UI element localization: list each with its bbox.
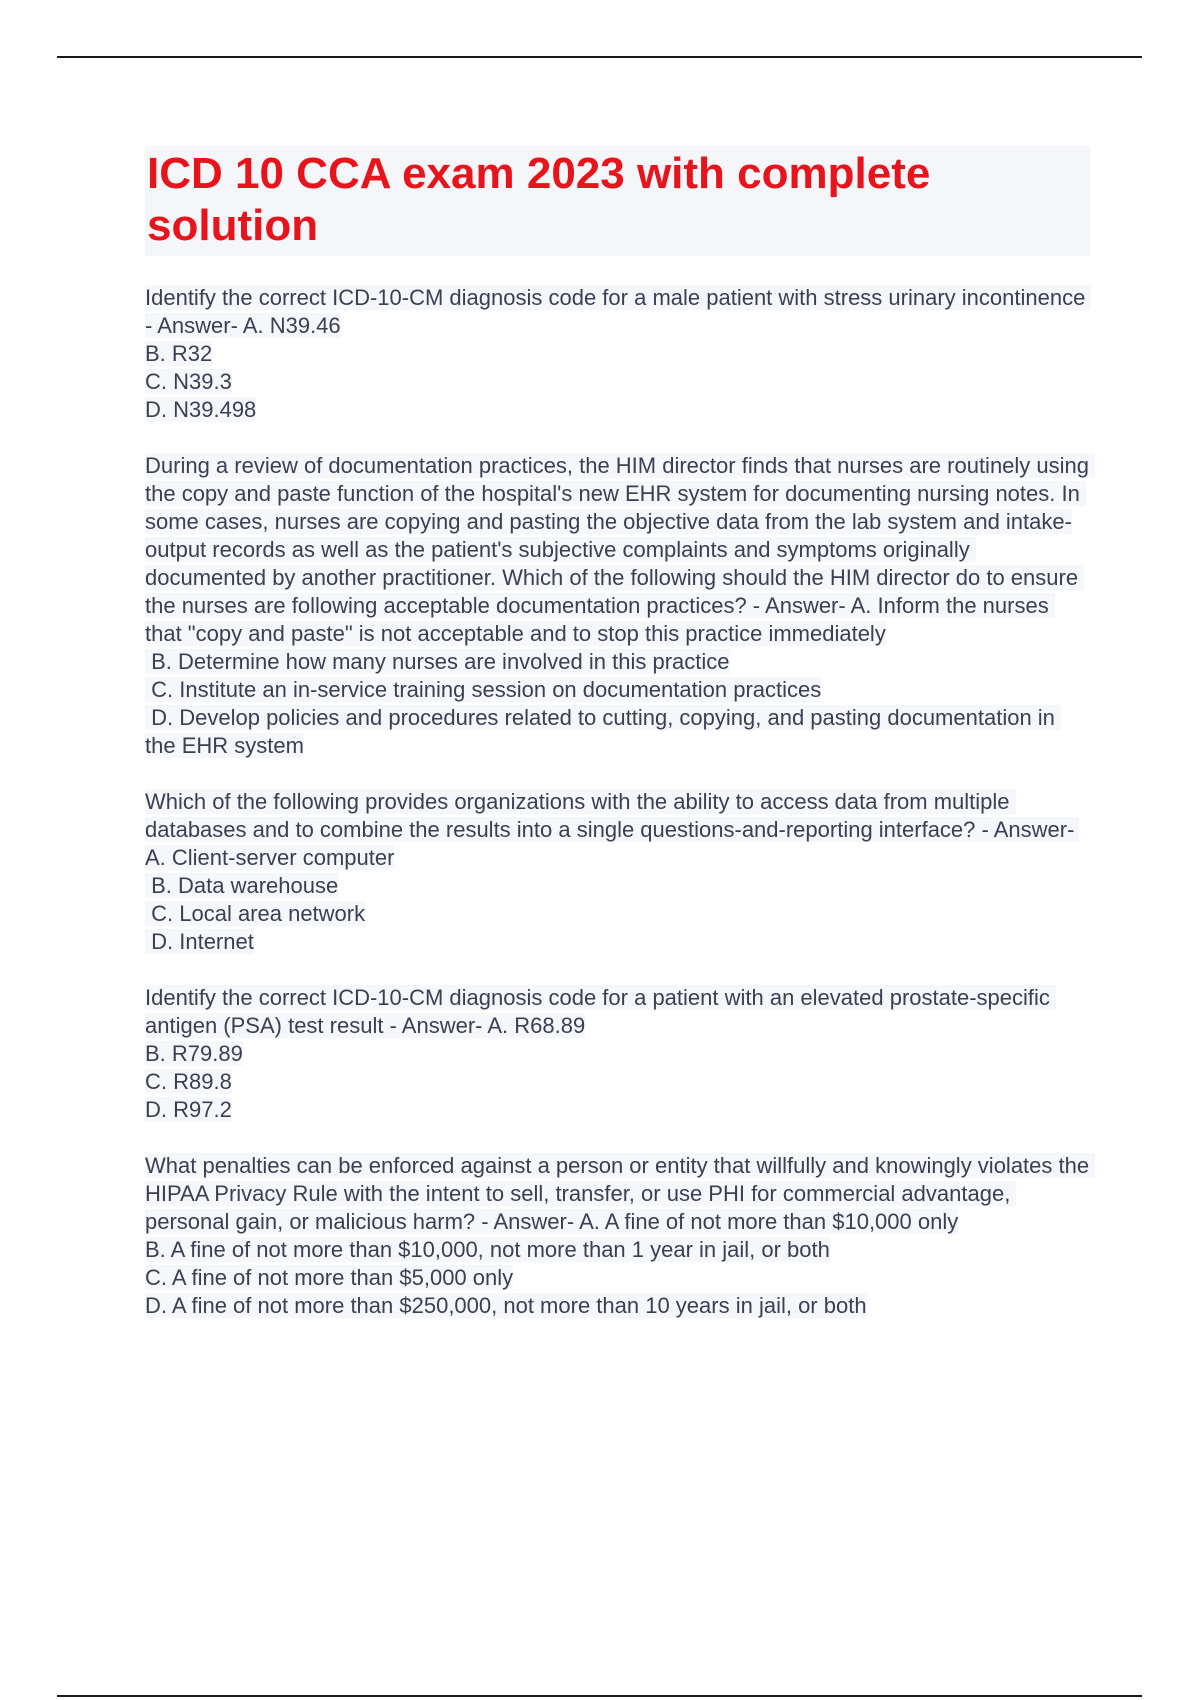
- answer-option: [145, 368, 1090, 396]
- question-block-3: [145, 788, 1090, 956]
- answer-option-text: D. N39.498: [145, 397, 257, 422]
- top-rule: [57, 56, 1142, 58]
- answer-option: [145, 396, 1090, 424]
- answer-option: [145, 900, 1090, 928]
- question-text: During a review of documentation practices, the HIM director finds that nurses are routinely using the copy and paste function of the hospital's new EHR system for documenting nursing notes. In some cases, nurses are copying and pasting the objective data from the lab system and intake-output records as well as the patient's subjective complaints and symptoms originally documented by another practitioner. Which of the following should the HIM director do to ensure the nurses are following acceptable documentation practices? - Answer- A. Inform the nurses that "copy and paste" is not acceptable and to stop this practice immediately: [145, 453, 1096, 646]
- answer-option: [145, 704, 1090, 760]
- answer-option-text: D. R97.2: [145, 1097, 232, 1122]
- answer-option-text: B. R79.89: [145, 1041, 243, 1066]
- question-text: Which of the following provides organizations with the ability to access data from multiple databases and to combine the results into a single questions-and-reporting interface? - Answer- A. Client-server computer: [145, 789, 1080, 870]
- question-text: What penalties can be enforced against a person or entity that willfully and knowingly violates the HIPAA Privacy Rule with the intent to sell, transfer, or use PHI for commercial advantage, personal gain, or malicious harm? - Answer- A. A fine of not more than $10,000 only: [145, 1153, 1096, 1234]
- question-block-2: [145, 452, 1096, 760]
- answer-option-text: C. Institute an in-service training session on documentation practices: [145, 677, 822, 702]
- answer-option: [145, 1068, 1090, 1096]
- answer-option: [145, 1040, 1090, 1068]
- answer-option-text: C. A fine of not more than $5,000 only: [145, 1265, 514, 1290]
- answer-option-text: B. Data warehouse: [145, 873, 339, 898]
- answer-option: [145, 1292, 1090, 1320]
- question-text: Identify the correct ICD-10-CM diagnosis code for a male patient with stress urinary incontinence - Answer- A. N39.46: [145, 285, 1092, 338]
- answer-option: [145, 648, 1090, 676]
- answer-option-text: B. Determine how many nurses are involved in this practice: [145, 649, 730, 674]
- question-text: Identify the correct ICD-10-CM diagnosis code for a patient with an elevated prostate-specific antigen (PSA) test result - Answer- A. R68.89: [145, 985, 1057, 1038]
- answer-option: [145, 340, 1090, 368]
- bottom-rule: [57, 1695, 1142, 1697]
- answer-option: [145, 676, 1090, 704]
- answer-option-text: C. R89.8: [145, 1069, 232, 1094]
- question-block-1: [145, 284, 1090, 424]
- question-block-5: [145, 1152, 1096, 1320]
- answer-option-text: B. A fine of not more than $10,000, not more than 1 year in jail, or both: [145, 1237, 830, 1262]
- answer-option: [145, 872, 1090, 900]
- answer-option: [145, 1096, 1090, 1124]
- answer-option-text: C. N39.3: [145, 369, 232, 394]
- document-page: [145, 146, 1096, 1320]
- answer-option-text: B. R32: [145, 341, 213, 366]
- document-title: ICD 10 CCA exam 2023 with complete solution: [147, 149, 931, 250]
- answer-option-text: D. A fine of not more than $250,000, not more than 10 years in jail, or both: [145, 1293, 867, 1318]
- question-block-4: [145, 984, 1090, 1124]
- answer-option: [145, 1236, 1090, 1264]
- answer-option-text: D. Internet: [145, 929, 254, 954]
- answer-option-text: D. Develop policies and procedures related to cutting, copying, and pasting documentation in the EHR system: [145, 705, 1062, 758]
- title-box: [145, 146, 1090, 256]
- answer-option-text: C. Local area network: [145, 901, 366, 926]
- answer-option: [145, 928, 1090, 956]
- answer-option: [145, 1264, 1090, 1292]
